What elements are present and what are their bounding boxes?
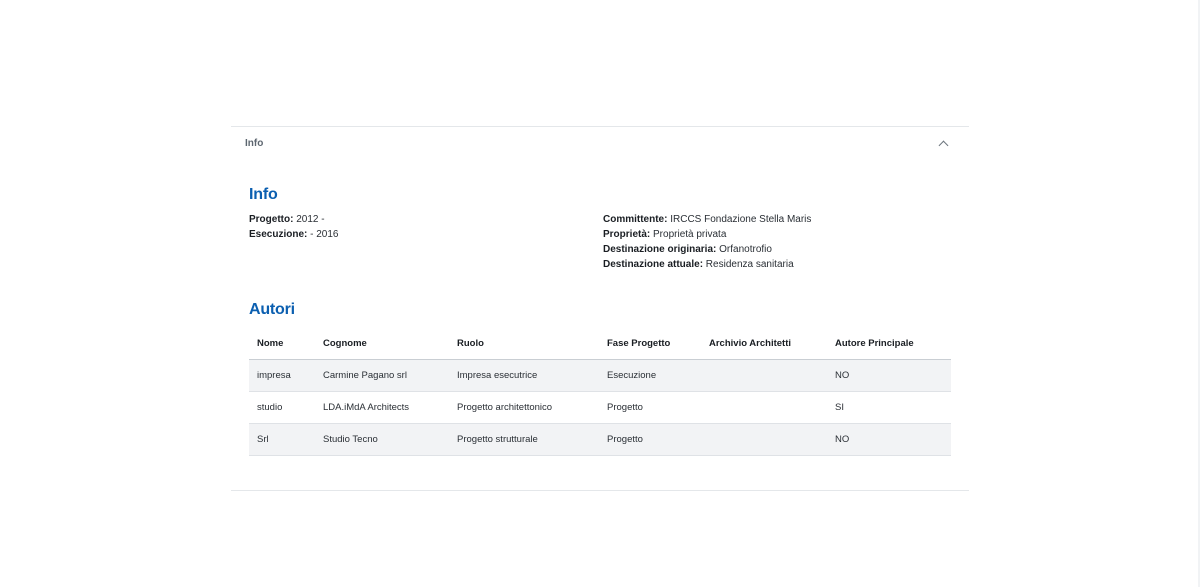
info-destinazione-attuale-label: Destinazione attuale: xyxy=(603,259,704,270)
column-header-fase-progetto: Fase Progetto xyxy=(599,327,701,360)
info-destinazione-attuale xyxy=(603,257,794,272)
cell-nome: impresa xyxy=(249,360,315,392)
authors-section-title: Autori xyxy=(249,301,295,318)
table-row xyxy=(249,392,951,424)
cell-nome: Srl xyxy=(249,424,315,456)
column-header-nome: Nome xyxy=(249,327,315,360)
cell-ruolo: Progetto strutturale xyxy=(449,424,599,456)
column-header-autore-principale: Autore Principale xyxy=(827,327,951,360)
info-committente-value: IRCCS Fondazione Stella Maris xyxy=(667,214,812,225)
table-row xyxy=(249,424,951,456)
chevron-up-icon[interactable] xyxy=(939,141,949,151)
info-destinazione-originaria xyxy=(603,242,772,257)
info-committente-label: Committente: xyxy=(603,214,668,225)
cell-autore-principale: NO xyxy=(827,424,951,456)
info-progetto-label: Progetto: xyxy=(249,214,294,225)
info-section-title: Info xyxy=(249,186,278,203)
info-accordion-panel xyxy=(231,126,969,491)
cell-fase-progetto: Progetto xyxy=(599,424,701,456)
cell-fase-progetto: Progetto xyxy=(599,392,701,424)
cell-cognome: Carmine Pagano srl xyxy=(315,360,449,392)
info-destinazione-originaria-label: Destinazione originaria: xyxy=(603,244,717,255)
cell-archivio-architetti xyxy=(701,360,827,392)
authors-table xyxy=(249,327,951,456)
info-esecuzione-label: Esecuzione: xyxy=(249,229,308,240)
cell-nome: studio xyxy=(249,392,315,424)
cell-cognome: LDA.iMdA Architects xyxy=(315,392,449,424)
info-proprieta-value: Proprietà privata xyxy=(650,229,727,240)
cell-cognome: Studio Tecno xyxy=(315,424,449,456)
info-esecuzione-value: - 2016 xyxy=(307,229,339,240)
info-destinazione-attuale-value: Residenza sanitaria xyxy=(703,259,794,270)
cell-autore-principale: NO xyxy=(827,360,951,392)
column-header-cognome: Cognome xyxy=(315,327,449,360)
cell-ruolo: Progetto architettonico xyxy=(449,392,599,424)
info-destinazione-originaria-value: Orfanotrofio xyxy=(716,244,772,255)
cell-autore-principale: SI xyxy=(827,392,951,424)
cell-fase-progetto: Esecuzione xyxy=(599,360,701,392)
info-proprieta-label: Proprietà: xyxy=(603,229,651,240)
column-header-ruolo: Ruolo xyxy=(449,327,599,360)
cell-ruolo: Impresa esecutrice xyxy=(449,360,599,392)
info-progetto xyxy=(249,212,325,227)
info-progetto-value: 2012 - xyxy=(293,214,325,225)
info-esecuzione xyxy=(249,227,339,242)
accordion-header[interactable] xyxy=(231,127,969,161)
accordion-header-label: Info xyxy=(245,138,264,149)
cell-archivio-architetti xyxy=(701,392,827,424)
column-header-archivio-architetti: Archivio Architetti xyxy=(701,327,827,360)
authors-table-header-row xyxy=(249,327,951,360)
info-proprieta xyxy=(603,227,726,242)
info-committente xyxy=(603,212,811,227)
table-row xyxy=(249,360,951,392)
cell-archivio-architetti xyxy=(701,424,827,456)
